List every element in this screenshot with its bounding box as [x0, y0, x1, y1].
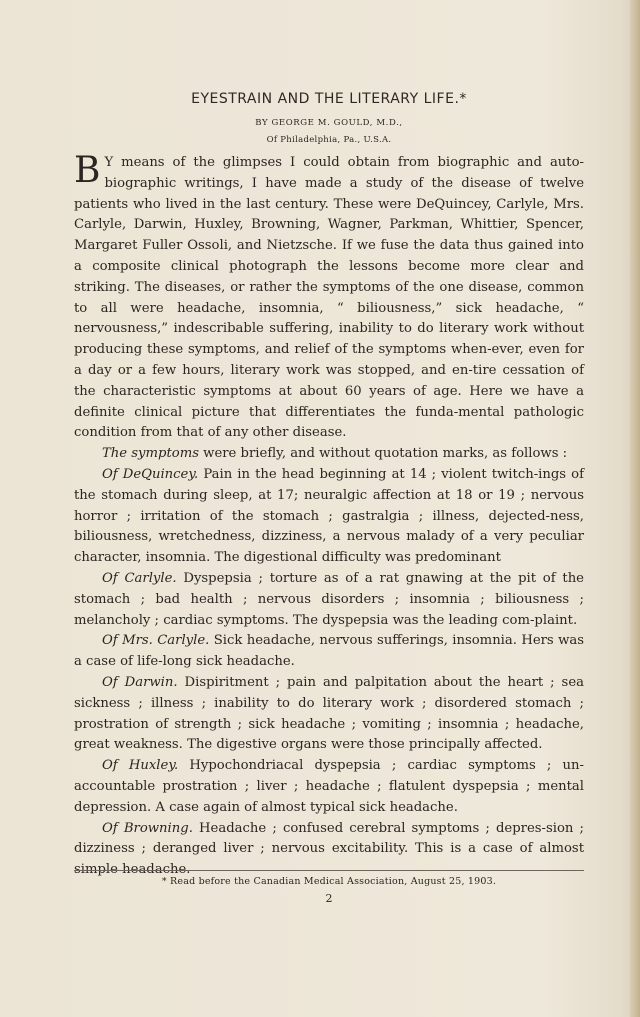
- paragraph-lead: Of Darwin.: [102, 674, 178, 690]
- paragraph-text: Y means of the glimpses I could obtain from biographic and auto-biographic writings, I have made a study of the disease of twelve patients who lived in the last century. These were DeQuincey, Carlyle, Mrs. Carlyle, Darwin, Huxley, Browning, Wagner, Parkman, Whittier, Spencer, Margaret Fuller Ossoli, and Nietzsche. If we fuse the data thus gained into a composite clinical photograph the lessons become more clear and striking. The diseases, or rather the symptoms of the one disease, common to all were headache, insomnia, “ biliousness,” sick headache, “ nervousness,” indescribable suffering, inability to do literary work without producing these symptoms, and relief of the symptoms when-ever, even for a day or a few hours, literary work was stopped, and en-tire cessation of the characteristic symptoms at about 60 years of age. Here we have a definite clinical picture that differentiates the funda-mental pathologic condition from that of any other disease.: [74, 155, 584, 441]
- paragraph-huxley: [74, 756, 584, 818]
- paragraph-darwin: [74, 673, 584, 756]
- paragraph-lead: Of DeQuincey.: [102, 466, 199, 482]
- footnote: * Read before the Canadian Medical Association, August 25, 1903.: [161, 876, 497, 887]
- paragraph-browning: [74, 819, 584, 881]
- author-affiliation: Of Philadelphia, Pa., U.S.A.: [266, 135, 392, 145]
- paragraph-dequincey: [74, 465, 584, 569]
- paragraph-text: Hypochondriacal dyspepsia ; cardiac symptoms ; un-accountable prostration ; liver ; headache ; flatulent dyspepsia ; mental depression. A case again of almost typical sick headache.: [74, 758, 584, 815]
- paragraph-lead: Of Mrs. Carlyle.: [102, 633, 210, 649]
- paragraph-text: Sick headache, nervous sufferings, insomnia. Hers was a case of life-long sick headache.: [74, 633, 584, 670]
- footnote-rule: [74, 870, 584, 871]
- paragraph-text: were briefly, and without quotation marks, as follows :: [198, 446, 568, 462]
- paragraph-lead: The symptoms: [102, 446, 199, 462]
- paragraph-mrs-carlyle: [74, 631, 584, 673]
- author-byline: BY GEORGE M. GOULD, M.D.,: [255, 118, 403, 128]
- paragraph-symptoms: [74, 444, 584, 465]
- article-body: [74, 150, 584, 881]
- drop-cap: B: [74, 150, 101, 191]
- paragraph-lead: Of Huxley.: [102, 758, 179, 774]
- paragraph-text: Dyspepsia ; torture as of a rat gnawing at the pit of the stomach ; bad health ; nervous disorders ; insomnia ; biliousness ; melancholy ; cardiac symptoms. The dyspepsia was the leading com-plaint.: [74, 570, 584, 628]
- paragraph-lead: Of Browning.: [102, 820, 193, 836]
- paragraph-intro: [74, 150, 584, 444]
- article-title: EYESTRAIN AND THE LITERARY LIFE.*: [191, 91, 467, 107]
- paragraph-text: Headache ; confused cerebral symptoms ; depres-sion ; dizziness ; deranged liver ; nervous excitability. This is a case of almost simple headache.: [74, 820, 584, 878]
- paragraph-text: Dispiritment ; pain and palpitation about the heart ; sea sickness ; illness ; inability to do literary work ; disordered stomach ; prostration of strength ; sick headache ; vomiting ; insomnia ; headache, great weakness. The digestive organs were those principally affected.: [74, 674, 584, 753]
- paragraph-lead: Of Carlyle.: [102, 570, 177, 586]
- page-number: 2: [325, 892, 333, 905]
- page-edge: [630, 0, 640, 1017]
- paragraph-text: Pain in the head beginning at 14 ; violent twitch-ings of the stomach during sleep, at 17; neuralgic affection at 18 or 19 ; nervous horror ; irritation of the stomach ; gastralgia ; illness, dejected-ness, biliousness, wretchedness, dizziness, a nervous malady of a very peculiar character, insomnia. The digestional difficulty was predominant: [74, 466, 584, 566]
- paragraph-carlyle: [74, 569, 584, 631]
